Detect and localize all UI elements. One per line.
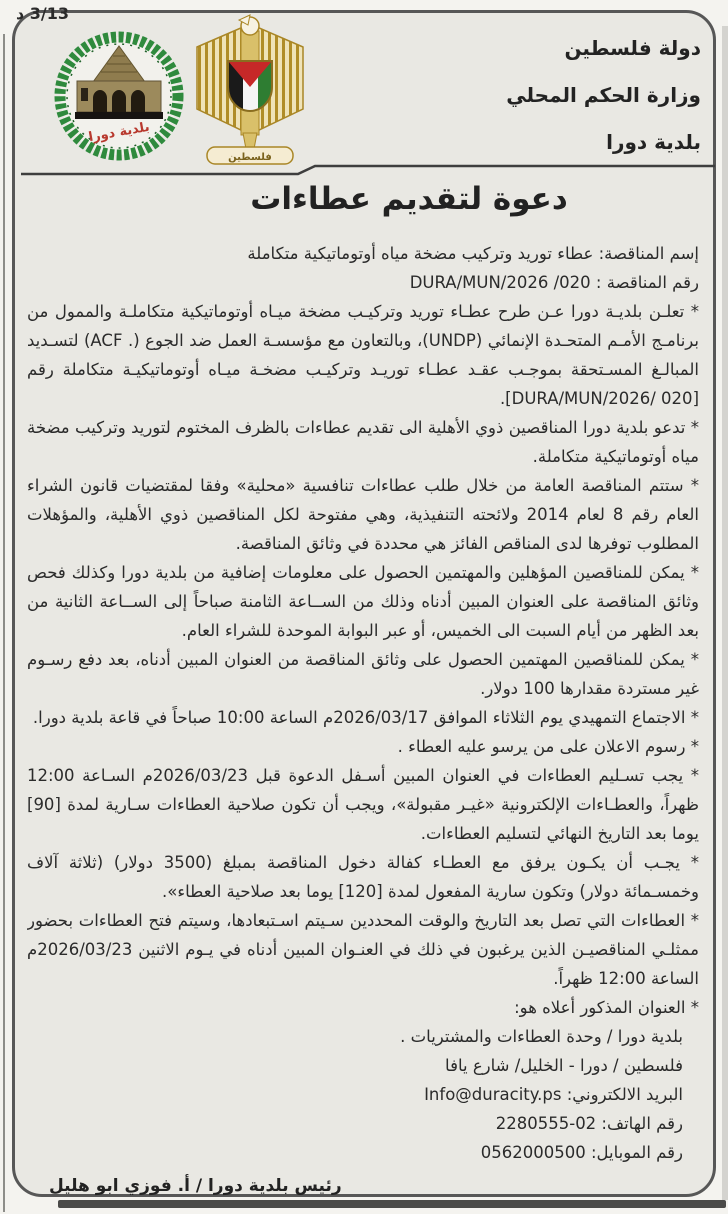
- palestine-eagle-emblem-icon: [191, 13, 309, 168]
- paragraph-announcement: * تعلـن بلديـة دورا عـن طرح عطـاء توريد وتركيـب مضخة ميـاه أوتوماتيكية متكاملـة والممول من برنامـج الأمـم المتحـدة الإنمائي (UNDP)، وبالتعاون مع مؤسسـة العمل ضد الجوع (. ACF) لتسـديد المبالـغ المسـتحقة بموجـب عقـد عطـاء توريـد وتركيـب مضخـة ميـاه أوتوماتيكيـة متكاملة رقم [DURA/MUN/2026/ 020].: [27, 302, 699, 408]
- mayor-signature: رئيس بلدية دورا / أ. فوزي ابو هليل: [49, 1176, 342, 1196]
- eagle-scroll-text: فلسطين: [228, 152, 272, 163]
- announcement-box: [12, 10, 716, 1197]
- page-left-rule: [3, 34, 5, 1212]
- tender-number-line: رقم المناقصة : DURA/MUN/2026 /020: [409, 273, 699, 292]
- paragraph-ad-fees: * رسوم الاعلان على من يرسو عليه العطاء .: [397, 737, 699, 756]
- header-municipality-line: بلدية دورا: [606, 130, 701, 154]
- paragraph-invitation: * تدعو بلدية دورا المناقصين ذوي الأهلية الى تقديم عطاءات بالظرف المختوم لتوريد وتركيب مضخة مياه أوتوماتيكية متكاملة.: [27, 418, 699, 466]
- header-divider-rule: [15, 161, 719, 179]
- dura-municipality-logo-icon: [49, 26, 189, 166]
- government-header: [506, 25, 701, 166]
- paragraph-document-fee: * يمكن للمناقصين المهتمين الحصول على وثائق المناقصة من العنوان المبين أدناه، بعد دفع رسـوم غير مستردة مقدارها 100 دولار.: [27, 650, 699, 698]
- contact-unit-line: بلدية دورا / وحدة العطاءات والمشتريات .: [400, 1027, 683, 1046]
- paragraph-procurement-law: * ستتم المناقصة العامة من خلال طلب عطاءات تنافسية «محلية» وفقا لمقتضيات قانون الشراء العام رقم 8 لعام 2014 ولائحته التنفيذية، وهي مفتوحة لكل المناقصين ذوي الأهلية، والمؤهلات المطلوب توفرها لدى المناقص الفائز هي محددة في وثائق المناقصة.: [27, 476, 699, 553]
- page-title: دعوة لتقديم عطاءات: [250, 181, 568, 217]
- header-ministry-line: وزارة الحكم المحلي: [506, 83, 701, 107]
- municipality-logo-calligraphy: بلدية دورا: [87, 119, 151, 146]
- header-state-line: دولة فلسطين: [564, 36, 701, 60]
- box-bottom-shadow: [58, 1200, 726, 1208]
- paragraph-opening: * العطاءات التي تصل بعد التاريخ والوقت المحددين سـيتم اسـتبعادها، وسيتم فتح العطاءات بحضور ممثلـي المناقصيـن الذين يرغبون في ذلك في العنـوان المبين أدناه في يـوم الاثنين 2026/03/23م الساعة 12:00 ظهراً.: [27, 911, 699, 988]
- paragraph-submission-deadline: * يجب تسـليم العطاءات في العنوان المبين أسـفل الدعوة قبل 2026/03/23م السـاعة 12:00 ظهراً، والعطـاءات الإلكترونية «غيـر مقبولة»، ويجب أن تكون صلاحية العطاءات سـارية لمدة [90] يوما بعد التاريخ النهائي لتسليم العطاءات.: [27, 766, 699, 843]
- contact-mobile-line: رقم الموبايل: 0562000500: [480, 1143, 683, 1162]
- contact-address-line: فلسطين / دورا - الخليل/ شارع يافا: [445, 1056, 683, 1075]
- paragraph-bid-bond: * يجـب أن يكـون يرفق مع العطـاء كفالة دخول المناقصة بمبلغ (3500 دولار) (ثلاثة آلاف وخمسـمائة دولار) وتكون سارية المفعول لمدة [120] يوما بعد صلاحية العطاء».: [27, 853, 699, 901]
- contact-phone-line: رقم الهاتف: 02-2280555: [495, 1114, 683, 1133]
- contact-block: [27, 1022, 699, 1167]
- paragraph-pre-meeting: * الاجتماع التمهيدي يوم الثلاثاء الموافق 2026/03/17م الساعة 10:00 صباحاً في قاعة بلدية دورا.: [32, 708, 699, 727]
- paragraph-address-intro: * العنوان المذكور أعلاه هو:: [514, 998, 699, 1017]
- page-corner-note: 3/13 د: [16, 4, 70, 23]
- contact-email-line: البريد الالكتروني: Info@duracity.ps: [424, 1085, 683, 1104]
- tender-name-line: إسم المناقصة: عطاء توريد وتركيب مضخة مياه أوتوماتيكية متكاملة: [247, 244, 699, 263]
- announcement-body: [27, 239, 699, 1187]
- paragraph-additional-info: * يمكن للمناقصين المؤهلين والمهتمين الحصول على معلومات إضافية من بلدية دورا وكذلك فحص وثائق المناقصة على العنوان المبين أدناه وذلك من الســاعة الثامنة صباحاً إلى الســاعة الثانية من بعد الظهر من أيام السبت الى الخميس، أو عبر البوابة الموحدة للشراء العام.: [27, 563, 699, 640]
- page-right-shade: [722, 26, 728, 1200]
